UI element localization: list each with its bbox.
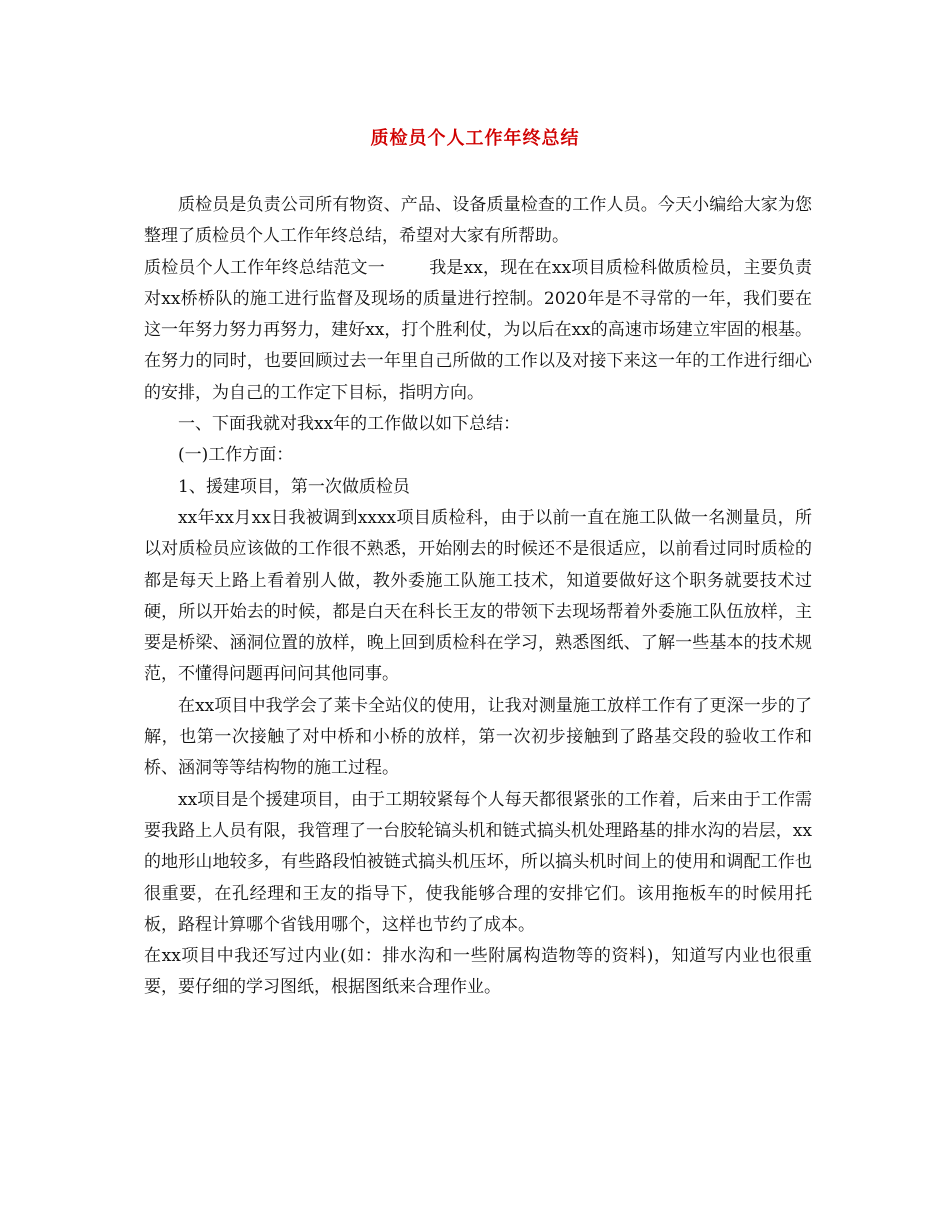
body-paragraph-4: 在xx项目中我还写过内业(如：排水沟和一些附属构造物等的资料)，知道写内业也很重要，要仔细的学习图纸，根据图纸来合理作业。 (144, 946, 812, 998)
sample-opening-text: 我是xx，现在在xx项目质检科做质检员，主要负责对xx桥桥队的施工进行监督及现场的质量进行控制。2020年是不寻常的一年，我们要在这一年努力努力再努力，建好xx，打个胜利仗，为以后在xx的高速市场建立牢固的根基。在努力的同时，也要回顾过去一年里自己所做的工作以及对接下来这一年的工作进行细心的安排，为自己的工作定下目标，指明方向。 (144, 257, 813, 403)
body-paragraph-1: xx年xx月xx日我被调到xxxx项目质检科，由于以前一直在施工队做一名测量员，所以对质检员应该做的工作很不熟悉，开始刚去的时候还不是很适应，以前看过同时质检的都是每天上路上看着别人做，教外委施工队施工技术，知道要做好这个职务就要技术过硬，所以开始去的时候，都是白天在科长王友的带领下去现场帮着外委施工队伍放样，主要是桥梁、涵洞位置的放样，晚上回到质检科在学习，熟悉图纸、了解一些基本的技术规范，不懂得问题再问问其他同事。 (144, 507, 812, 685)
sample-paragraph (144, 253, 812, 409)
document-body (144, 190, 812, 1004)
intro-paragraph: 质检员是负责公司所有物资、产品、设备质量检查的工作人员。今天小编给大家为您整理了质检员个人工作年终总结，希望对大家有所帮助。 (144, 195, 812, 247)
item-heading: 1、援建项目，第一次做质检员 (178, 476, 410, 497)
section-heading: 一、下面我就对我xx年的工作做以如下总结： (178, 414, 521, 435)
sample-heading: 质检员个人工作年终总结范文一 (144, 257, 385, 278)
subsection-heading: (一)工作方面： (178, 445, 294, 466)
body-paragraph-2: 在xx项目中我学会了莱卡全站仪的使用，让我对测量施工放样工作有了更深一步的了解，也第一次接触了对中桥和小桥的放样，第一次初步接触到了路基交段的验收工作和桥、涵洞等等结构物的施工过程。 (144, 695, 812, 779)
body-paragraph-3: xx项目是个援建项目，由于工期较紧每个人每天都很紧张的工作着，后来由于工作需要我路上人员有限，我管理了一台胶轮镐头机和链式搞头机处理路基的排水沟的岩层，xx的地形山地较多，有些路段怕被链式搞头机压坏，所以搞头机时间上的使用和调配工作也很重要，在孔经理和王友的指导下，使我能够合理的安排它们。该用拖板车的时候用托板，路程计算哪个省钱用哪个，这样也节约了成本。 (144, 789, 812, 935)
document-title: 质检员个人工作年终总结 (370, 128, 580, 149)
